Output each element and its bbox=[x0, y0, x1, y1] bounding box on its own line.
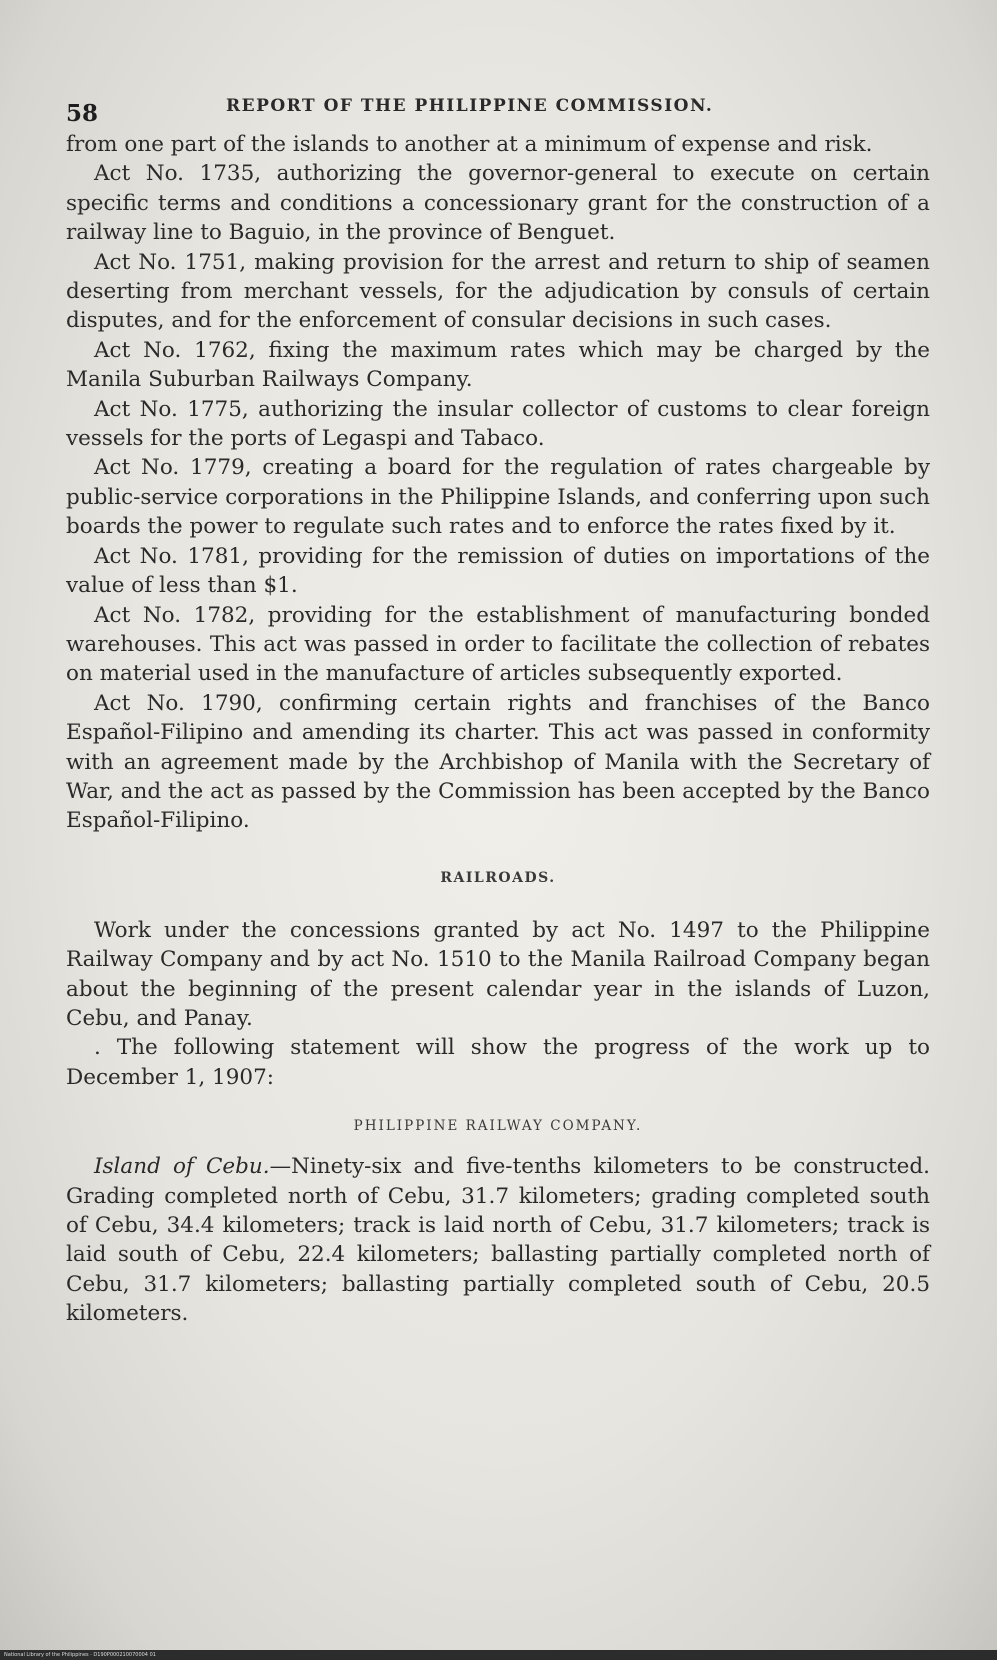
paragraph-act-1781: Act No. 1781, providing for the remission of duties on importations of the value of less than $1. bbox=[66, 543, 930, 599]
section-heading-railroads: RAILROADS. bbox=[440, 869, 556, 886]
paragraph-act-1782: Act No. 1782, providing for the establishment of manufacturing bonded warehouses. This act was passed in order to facilitate the collection of rebates on material used in the manufacture of articles subsequently exported. bbox=[66, 602, 930, 687]
paragraph-continuation: from one part of the islands to another at a minimum of expense and risk. bbox=[66, 132, 873, 157]
paragraph-act-1779: Act No. 1779, creating a board for the regulation of rates chargeable by public-service corporations in the Philippine Islands, and conferring upon such boards the power to regulate such rates and to enforce the rates fixed by it. bbox=[66, 455, 930, 540]
paragraph-railroads-concessions: Work under the concessions granted by act No. 1497 to the Philippine Railway Company and by act No. 1510 to the Manila Railroad Company began about the beginning of the present calendar year in the islands of Luzon, Cebu, and Panay. bbox=[66, 917, 930, 1031]
paragraph-act-1775: Act No. 1775, authorizing the insular collector of customs to clear foreign vessels for the ports of Legaspi and Tabaco. bbox=[66, 396, 930, 452]
running-head: REPORT OF THE PHILIPPINE COMMISSION. bbox=[226, 96, 714, 116]
lead-phrase-island-of-cebu: Island of Cebu. bbox=[94, 1154, 270, 1180]
paragraph-railroads-statement: . The following statement will show the progress of the work up to December 1, 1907: bbox=[66, 1035, 930, 1090]
subsection-heading-philippine-railway: PHILIPPINE RAILWAY COMPANY. bbox=[353, 1118, 643, 1135]
paragraph-act-1751: Act No. 1751, making provision for the arrest and return to ship of seamen deserting from merchant vessels, for the adjudication by consuls of certain disputes, and for the enforcement of consular decisions in such cases. bbox=[66, 249, 930, 334]
paragraph-act-1762: Act No. 1762, fixing the maximum rates which may be charged by the Manila Suburban Railways Company. bbox=[66, 337, 930, 393]
page-header bbox=[66, 80, 930, 130]
paragraph-island-of-cebu bbox=[66, 1152, 930, 1328]
paragraph-act-1790: Act No. 1790, confirming certain rights and franchises of the Banco Español-Filipino and amending its charter. This act was passed in conformity with an agreement made by the Archbishop of Manila with the Secretary of War, and the act as passed by the Commission has been accepted by the Banco Español-Filipino. bbox=[66, 690, 930, 834]
island-of-cebu-body: —Ninety-six and five-tenths kilometers to be constructed. Grading completed north of Cebu, 31.7 kilometers; grading completed south of Cebu, 34.4 kilometers; track is laid north of Cebu, 31.7 kilometers; track is laid south of Cebu, 22.4 kilometers; ballasting partially completed north of Cebu, 31.7 kilometers; ballasting partially completed south of Cebu, 20.5 kilometers. bbox=[66, 1154, 930, 1327]
paragraph-act-1735: Act No. 1735, authorizing the governor-general to execute on certain specific terms and conditions a concessionary grant for the construction of a railway line to Baguio, in the province of Benguet. bbox=[66, 161, 930, 246]
scan-footer-note: National Library of the Philippines · D190P000210070004 01 bbox=[4, 1652, 156, 1658]
document-page bbox=[66, 80, 930, 1329]
page-number: 58 bbox=[66, 100, 99, 127]
